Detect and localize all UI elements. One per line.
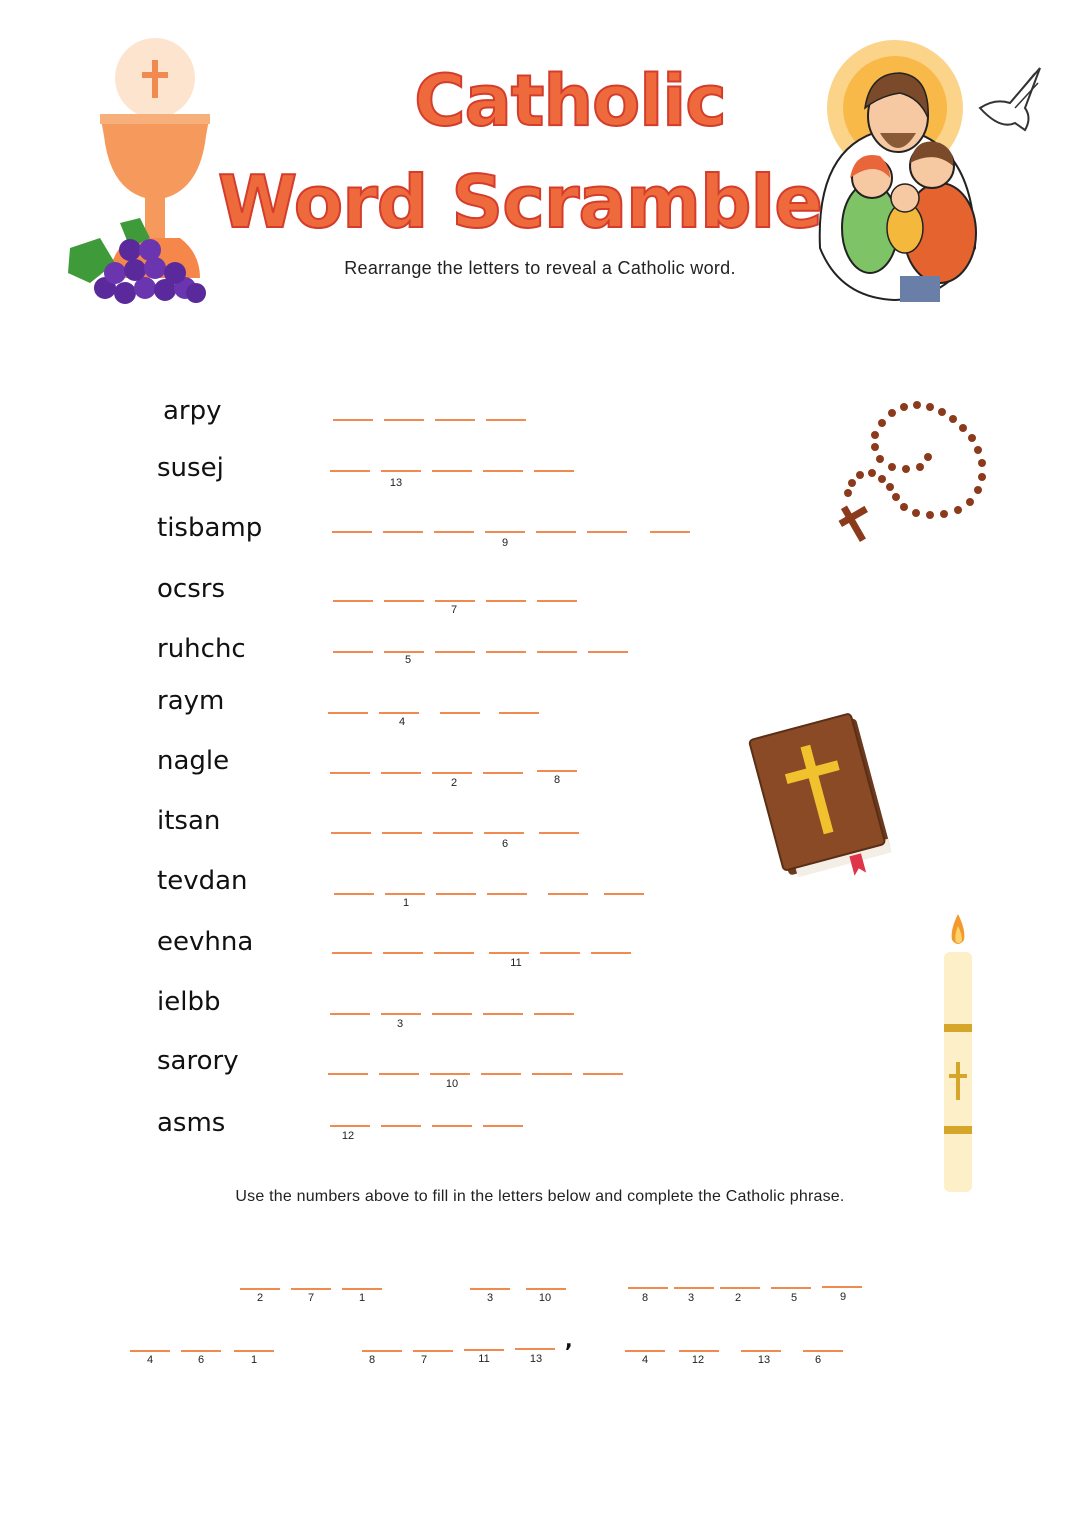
answer-blank[interactable] [537,651,577,653]
clue-number: 5 [790,1292,798,1304]
answer-blank[interactable] [379,712,419,714]
scrambled-word: eevhna [157,927,254,957]
phrase-blank[interactable] [628,1287,668,1289]
clue-number: 6 [197,1354,205,1366]
answer-blank[interactable] [432,1013,472,1015]
scrambled-word: arpy [163,396,222,426]
answer-blank[interactable] [381,1125,421,1127]
scrambled-word: ielbb [157,987,221,1017]
answer-blank[interactable] [540,952,580,954]
answer-blank[interactable] [379,1073,419,1075]
phrase-blank[interactable] [625,1350,665,1352]
answer-blank[interactable] [440,712,480,714]
clue-number: 8 [368,1354,376,1366]
scrambled-word: asms [157,1108,226,1138]
answer-blank[interactable] [330,772,370,774]
phrase-blank[interactable] [181,1350,221,1352]
answer-blank[interactable] [489,952,529,954]
clue-number: 4 [146,1354,154,1366]
answer-blank[interactable] [331,832,371,834]
answer-blank[interactable] [436,893,476,895]
clue-number: 11 [478,1353,490,1365]
answer-blank[interactable] [333,651,373,653]
candle-illustration [930,912,986,1197]
clue-number: 5 [404,654,412,666]
answer-blank[interactable] [486,651,526,653]
clue-number: 11 [510,957,522,969]
clue-number: 4 [641,1354,649,1366]
phrase-blank[interactable] [526,1288,566,1290]
answer-blank[interactable] [548,893,588,895]
candle-icon [944,914,972,1192]
answer-blank[interactable] [588,651,628,653]
phrase-blank[interactable] [291,1288,331,1290]
answer-blank[interactable] [532,1073,572,1075]
answer-blank[interactable] [384,651,424,653]
answer-blank[interactable] [385,893,425,895]
answer-blank[interactable] [330,1125,370,1127]
scrambled-word: tisbamp [157,513,263,543]
clue-number: 2 [256,1292,264,1304]
clue-number: 7 [450,604,458,616]
answer-blank[interactable] [486,419,526,421]
clue-number: 9 [501,537,509,549]
answer-blank[interactable] [434,952,474,954]
answer-blank[interactable] [483,1125,523,1127]
scrambled-word: sarory [157,1046,239,1076]
phrase-blank[interactable] [741,1350,781,1352]
bible-icon [749,712,893,885]
answer-blank[interactable] [433,832,473,834]
answer-blank[interactable] [330,1013,370,1015]
answer-blank[interactable] [534,1013,574,1015]
clue-number: 10 [538,1292,552,1304]
answer-blank[interactable] [432,1125,472,1127]
clue-number: 6 [814,1354,822,1366]
phrase-blank[interactable] [464,1349,504,1351]
clue-number: 12 [691,1354,705,1366]
scrambled-word: susej [157,453,224,483]
clue-number: 1 [358,1292,366,1304]
phrase-blank[interactable] [413,1350,453,1352]
scrambled-word: ruhchc [157,634,246,664]
answer-blank[interactable] [328,1073,368,1075]
rosary-illustration [830,395,1000,550]
clue-number: 3 [486,1292,494,1304]
clue-number: 8 [641,1292,649,1304]
answer-blank[interactable] [384,600,424,602]
answer-blank[interactable] [604,893,644,895]
answer-blank[interactable] [537,770,577,772]
clue-number: 12 [341,1130,355,1142]
scrambled-word: nagle [157,746,230,776]
phrase-blank[interactable] [771,1287,811,1289]
clue-number: 3 [687,1292,695,1304]
answer-blank[interactable] [484,832,524,834]
answer-blank[interactable] [333,419,373,421]
answer-blank[interactable] [332,531,372,533]
answer-blank[interactable] [332,952,372,954]
answer-blank[interactable] [381,772,421,774]
clue-number: 6 [501,838,509,850]
answer-blank[interactable] [587,531,627,533]
answer-blank[interactable] [583,1073,623,1075]
answer-blank[interactable] [381,1013,421,1015]
clue-number: 8 [553,774,561,786]
rosary-icon [839,401,986,542]
phrase-blank[interactable] [720,1287,760,1289]
answer-blank[interactable] [591,952,631,954]
phrase-blank[interactable] [342,1288,382,1290]
phrase-blank[interactable] [803,1350,843,1352]
clue-number: 2 [450,777,458,789]
answer-blank[interactable] [434,531,474,533]
clue-number: 13 [757,1354,771,1366]
clue-number: 7 [307,1292,315,1304]
answer-blank[interactable] [333,600,373,602]
answer-blank[interactable] [486,600,526,602]
clue-number: 1 [250,1354,258,1366]
bible-illustration [748,710,893,885]
clue-number: 13 [529,1353,543,1365]
answer-blank[interactable] [435,600,475,602]
answer-blank[interactable] [383,531,423,533]
phrase-blank[interactable] [515,1348,555,1350]
answer-blank[interactable] [487,893,527,895]
page-title-line1: Catholic [414,60,726,142]
answer-blank[interactable] [539,832,579,834]
answer-blank[interactable] [650,531,690,533]
answer-blank[interactable] [537,600,577,602]
answer-blank[interactable] [432,772,472,774]
phrase-blank[interactable] [240,1288,280,1290]
answer-blank[interactable] [483,470,523,472]
answer-blank[interactable] [485,531,525,533]
phrase-comma: , [565,1328,573,1352]
clue-number: 10 [445,1078,459,1090]
answer-blank[interactable] [382,832,422,834]
scrambled-word: itsan [157,806,221,836]
clue-number: 4 [398,716,406,728]
answer-blank[interactable] [534,470,574,472]
answer-blank[interactable] [328,712,368,714]
clue-number: 1 [402,897,410,909]
answer-blank[interactable] [499,712,539,714]
clue-number: 7 [420,1354,428,1366]
answer-blank[interactable] [483,1013,523,1015]
scrambled-word: raym [157,686,225,716]
answer-blank[interactable] [430,1073,470,1075]
phrase-blank[interactable] [470,1288,510,1290]
page-subtitle: Rearrange the letters to reveal a Catholic word. [344,258,736,278]
answer-blank[interactable] [536,531,576,533]
scrambled-word: ocsrs [157,574,225,604]
scrambled-word: tevdan [157,866,248,896]
clue-number: 3 [396,1018,404,1030]
answer-blank[interactable] [435,651,475,653]
phrase-blank[interactable] [130,1350,170,1352]
page-title-line2: Word Scramble [217,160,823,244]
answer-blank[interactable] [481,1073,521,1075]
clue-number: 9 [839,1291,847,1303]
clue-number: 2 [734,1292,742,1304]
answer-blank[interactable] [483,772,523,774]
answer-blank[interactable] [334,893,374,895]
answer-blank[interactable] [432,470,472,472]
phrase-blank[interactable] [822,1286,862,1288]
clue-number: 13 [389,477,403,489]
answer-blank[interactable] [381,470,421,472]
answer-blank[interactable] [383,952,423,954]
answer-blank[interactable] [384,419,424,421]
phrase-blank[interactable] [362,1350,402,1352]
phrase-blank[interactable] [674,1287,714,1289]
answer-blank[interactable] [435,419,475,421]
phrase-blank[interactable] [234,1350,274,1352]
answer-blank[interactable] [330,470,370,472]
phrase-blank[interactable] [679,1350,719,1352]
phrase-instructions: Use the numbers above to fill in the letters below and complete the Catholic phrase. [235,1188,845,1205]
